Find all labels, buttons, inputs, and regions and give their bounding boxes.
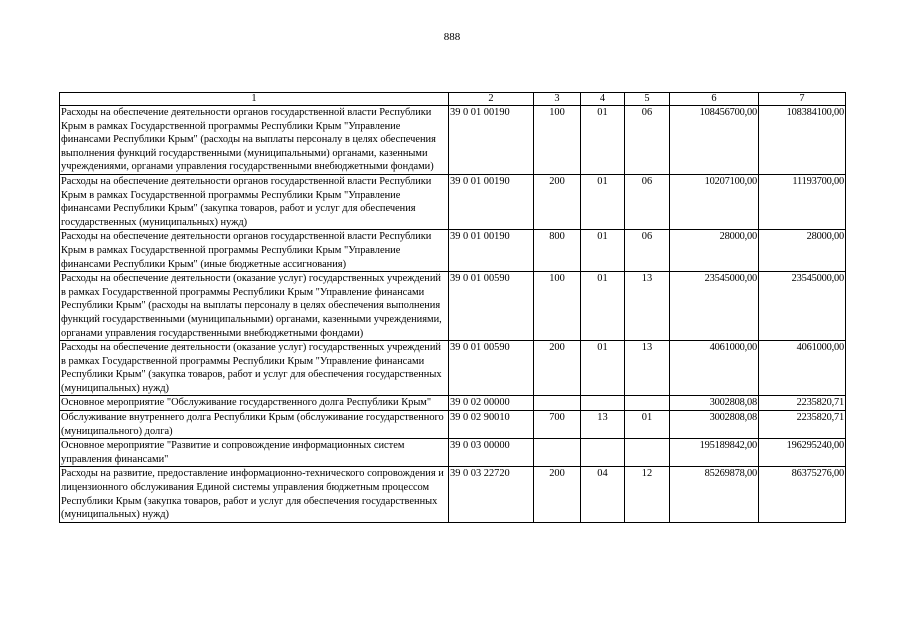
row-subsection: 01 [625, 411, 670, 439]
row-expense-type [534, 396, 581, 411]
row-description: Расходы на обеспечение деятельности органов государственной власти Республики Крым в рамках Государственной программы Республики Крым "Управление финансами Республики Крым" (иные бюджетные ассигнования) [60, 230, 449, 272]
row-expense-type: 200 [534, 467, 581, 522]
row-section: 01 [581, 272, 625, 341]
row-target-article: 39 0 01 00190 [449, 106, 534, 175]
row-amount-year2: 2235820,71 [759, 411, 846, 439]
row-amount-year2: 86375276,00 [759, 467, 846, 522]
row-subsection: 06 [625, 230, 670, 272]
table-row [60, 230, 846, 272]
table-row [60, 396, 846, 411]
row-amount-year1: 85269878,00 [670, 467, 759, 522]
row-target-article: 39 0 01 00590 [449, 341, 534, 396]
row-target-article: 39 0 02 00000 [449, 396, 534, 411]
row-subsection: 06 [625, 106, 670, 175]
header-cell: 7 [759, 93, 846, 106]
header-row [60, 93, 846, 106]
row-description: Основное мероприятие "Развитие и сопровождение информационных систем управления финансами" [60, 439, 449, 467]
row-target-article: 39 0 03 22720 [449, 467, 534, 522]
row-target-article: 39 0 02 90010 [449, 411, 534, 439]
row-amount-year2: 11193700,00 [759, 174, 846, 229]
table-row [60, 411, 846, 439]
row-amount-year1: 10207100,00 [670, 174, 759, 229]
row-description: Обслуживание внутреннего долга Республики Крым (обслуживание государственного (муниципального) долга) [60, 411, 449, 439]
table-row [60, 106, 846, 175]
page-number: 888 [443, 31, 461, 43]
table-row [60, 467, 846, 522]
row-section: 13 [581, 411, 625, 439]
row-amount-year1: 3002808,08 [670, 396, 759, 411]
row-amount-year2: 28000,00 [759, 230, 846, 272]
row-description: Расходы на обеспечение деятельности органов государственной власти Республики Крым в рамках Государственной программы Республики Крым "Управление финансами Республики Крым" (расходы на выплаты персоналу в целях обеспечения выполнения функций государственными (муниципальными) органами, казенными учреждениями, органами управления государственными внебюджетными фондами) [60, 106, 449, 175]
row-expense-type [534, 439, 581, 467]
row-section: 01 [581, 106, 625, 175]
row-expense-type: 700 [534, 411, 581, 439]
row-target-article: 39 0 01 00190 [449, 230, 534, 272]
row-subsection: 13 [625, 341, 670, 396]
row-description: Расходы на развитие, предоставление информационно-технического сопровождения и лицензионного обслуживания Единой системы управления бюджетным процессом Республики Крым (закупка товаров, работ и услуг для обеспечения государственных (муниципальных) нужд) [60, 467, 449, 522]
row-section [581, 396, 625, 411]
row-section [581, 439, 625, 467]
table-row [60, 174, 846, 229]
row-subsection: 13 [625, 272, 670, 341]
budget-table [59, 92, 846, 523]
table-row [60, 341, 846, 396]
row-amount-year1: 195189842,00 [670, 439, 759, 467]
row-amount-year1: 108456700,00 [670, 106, 759, 175]
row-subsection: 06 [625, 174, 670, 229]
row-amount-year2: 2235820,71 [759, 396, 846, 411]
row-amount-year1: 23545000,00 [670, 272, 759, 341]
row-amount-year2: 108384100,00 [759, 106, 846, 175]
header-cell: 6 [670, 93, 759, 106]
row-amount-year1: 28000,00 [670, 230, 759, 272]
row-amount-year2: 196295240,00 [759, 439, 846, 467]
row-expense-type: 200 [534, 341, 581, 396]
row-amount-year1: 3002808,08 [670, 411, 759, 439]
row-description: Основное мероприятие "Обслуживание государственного долга Республики Крым" [60, 396, 449, 411]
row-amount-year2: 4061000,00 [759, 341, 846, 396]
row-subsection: 12 [625, 467, 670, 522]
row-amount-year1: 4061000,00 [670, 341, 759, 396]
row-description: Расходы на обеспечение деятельности (оказание услуг) государственных учреждений в рамках Государственной программы Республики Крым "Управление финансами Республики Крым" (расходы на выплаты персоналу в целях обеспечения выполнения функций государственными (муниципальными) органами, казенными учреждениями, органами управления государственными внебюджетными фондами) [60, 272, 449, 341]
row-section: 04 [581, 467, 625, 522]
header-cell: 3 [534, 93, 581, 106]
header-cell: 4 [581, 93, 625, 106]
row-expense-type: 200 [534, 174, 581, 229]
table-row [60, 439, 846, 467]
row-target-article: 39 0 01 00590 [449, 272, 534, 341]
row-target-article: 39 0 03 00000 [449, 439, 534, 467]
header-cell: 1 [60, 93, 449, 106]
table-row [60, 272, 846, 341]
header-cell: 5 [625, 93, 670, 106]
header-cell: 2 [449, 93, 534, 106]
row-section: 01 [581, 174, 625, 229]
row-subsection [625, 396, 670, 411]
row-description: Расходы на обеспечение деятельности органов государственной власти Республики Крым в рамках Государственной программы Республики Крым "Управление финансами Республики Крым" (закупка товаров, работ и услуг для обеспечения государственных (муниципальных) нужд) [60, 174, 449, 229]
row-expense-type: 800 [534, 230, 581, 272]
row-subsection [625, 439, 670, 467]
row-section: 01 [581, 230, 625, 272]
row-expense-type: 100 [534, 272, 581, 341]
row-description: Расходы на обеспечение деятельности (оказание услуг) государственных учреждений в рамках Государственной программы Республики Крым "Управление финансами Республики Крым" (закупка товаров, работ и услуг для обеспечения государственных (муниципальных) нужд) [60, 341, 449, 396]
row-section: 01 [581, 341, 625, 396]
row-expense-type: 100 [534, 106, 581, 175]
row-target-article: 39 0 01 00190 [449, 174, 534, 229]
row-amount-year2: 23545000,00 [759, 272, 846, 341]
